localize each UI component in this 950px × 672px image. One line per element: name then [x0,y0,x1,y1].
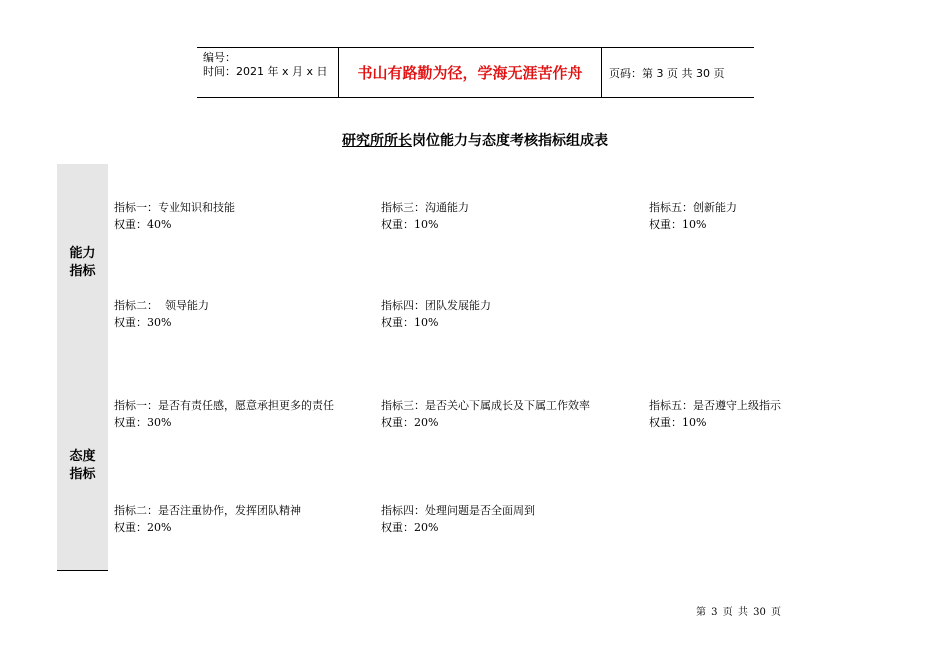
indicator-weight: 权重：20% [114,521,172,534]
indicator-item [381,199,469,233]
indicator-weight: 权重：30% [114,416,172,429]
indicator-name: 指标五：是否遵守上级指示 [649,399,781,412]
indicator-item [114,502,301,536]
document-time: 时间：2021 年 x 月 x 日 [203,65,328,78]
indicator-weight: 权重：30% [114,316,172,329]
category-line: 指标 [69,263,96,279]
header-meta [203,51,328,79]
indicator-name: 指标四：处理问题是否全面周到 [381,504,535,517]
indicator-name: 指标四：团队发展能力 [381,299,491,312]
indicator-weight: 权重：20% [381,521,439,534]
header-page-number: 页码：第 3 页 共 30 页 [609,66,725,80]
header-divider [601,48,602,97]
indicator-weight: 权重：10% [649,218,707,231]
indicator-name: 指标一：专业知识和技能 [114,201,235,214]
indicator-name: 指标二： 领导能力 [114,299,209,312]
indicator-weight: 权重：40% [114,218,172,231]
indicator-item [649,199,737,233]
indicator-weight: 权重：10% [381,218,439,231]
indicator-name: 指标三：沟通能力 [381,201,469,214]
title-rest: 岗位能力与态度考核指标组成表 [412,133,608,149]
indicator-item [114,199,235,233]
indicator-name: 指标二：是否注重协作，发挥团队精神 [114,504,301,517]
category-label [57,361,108,570]
indicator-name: 指标一：是否有责任感，愿意承担更多的责任 [114,399,334,412]
category-label [57,164,108,361]
indicator-weight: 权重：10% [381,316,439,329]
indicator-weight: 权重：20% [381,416,439,429]
ability-indicators-section [57,164,903,361]
indicator-name: 指标五：创新能力 [649,201,737,214]
indicator-item [381,397,590,431]
indicator-item [114,397,334,431]
document-header [197,47,754,98]
header-motto: 书山有路勤为径，学海无涯苦作舟 [357,64,583,82]
title-underlined-part: 研究所所长 [342,133,412,149]
page-title [0,130,950,150]
category-line: 指标 [69,466,96,482]
indicator-name: 指标三：是否关心下属成长及下属工作效率 [381,399,590,412]
indicator-item [649,397,781,431]
document-number-label: 编号： [203,51,236,64]
category-line: 能力 [69,245,96,261]
indicator-item [381,297,491,331]
indicator-weight: 权重：10% [649,416,707,429]
attitude-indicators-section [57,361,903,570]
indicator-item [114,297,209,331]
page-footer: 第 3 页 共 30 页 [696,607,781,618]
category-line: 态度 [69,448,96,464]
indicator-item [381,502,535,536]
table-rule [57,570,108,571]
